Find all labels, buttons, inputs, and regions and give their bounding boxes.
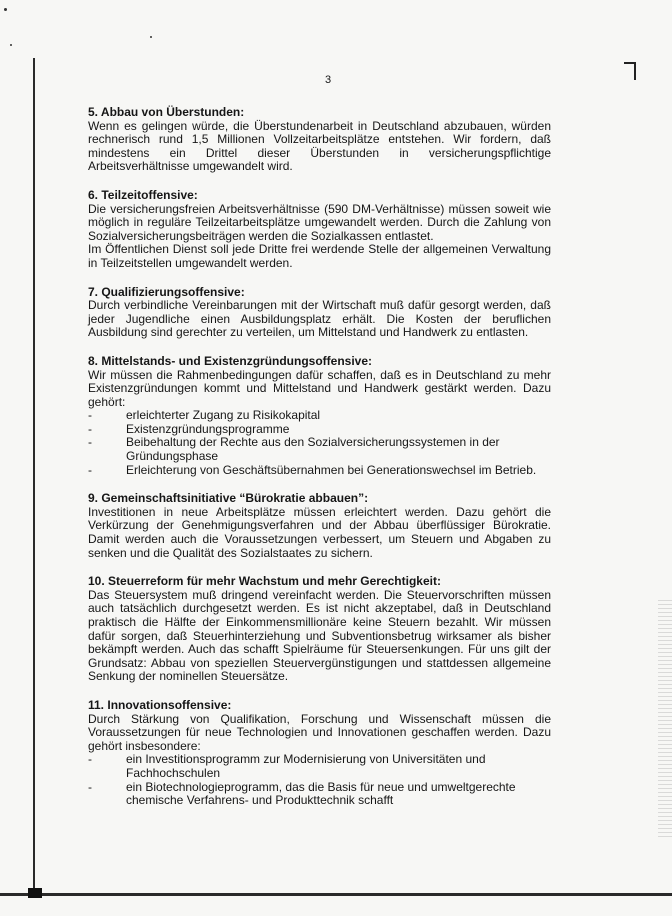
section-heading: 5. Abbau von Überstunden:: [88, 105, 245, 119]
bullet-list: [88, 409, 551, 477]
section-heading: 6. Teilzeitoffensive:: [88, 187, 198, 202]
section-9: [88, 492, 551, 560]
bullet-text: Erleichterung von Geschäftsübernahmen bei Generationswechsel im Betrieb.: [126, 462, 537, 477]
scan-page-edge-bottom: [0, 893, 672, 896]
section-heading: 7. Qualifizierungsoffensive:: [88, 284, 245, 299]
bullet-text: ein Investitionsprogramm zur Modernisierung von Universitäten und Fachhochschulen: [126, 752, 486, 780]
bullet-text: Existenzgründungsprogramme: [126, 421, 290, 436]
section-paragraph: Wir müssen die Rahmenbedingungen dafür schaffen, daß es in Deutschland zu mehr Existenzgründungen kommt und Mittelstand und Handwerk gestärkt werden. Dazu gehört:: [88, 367, 551, 409]
page-number: 3: [325, 74, 332, 86]
scan-page-edge-left: [33, 58, 35, 898]
scan-noise: [658, 600, 672, 840]
scan-speck: [150, 36, 152, 38]
section-paragraph: Im Öffentlichen Dienst soll jede Dritte frei werdende Stelle der allgemeinen Verwaltung in Teilzeitstellen umgewandelt werden.: [88, 242, 551, 270]
bullet-dash: -: [88, 752, 92, 767]
bullet-dash: -: [88, 421, 92, 436]
bullet-item: [88, 436, 551, 463]
bullet-item: [88, 753, 551, 780]
section-paragraph: Durch verbindliche Vereinbarungen mit der Wirtschaft muß dafür gesorgt werden, daß jeder Jugendliche einen Ausbildungsplatz erhält. Die Kosten der beruflichen Ausbildung sind gerechter zu verteilen, um Mittelstand und Handwerk zu entlasten.: [88, 298, 551, 340]
section-heading: 11. Innovationsoffensive:: [88, 697, 232, 712]
section-11: [88, 699, 551, 808]
bullet-text: erleichterter Zugang zu Risikokapital: [126, 408, 321, 423]
bullet-dash: -: [88, 779, 92, 794]
bullet-dash: -: [88, 462, 92, 477]
scan-corner-mark: [28, 888, 42, 898]
bullet-text: ein Biotechnologieprogramm, das die Basis für neue und umweltgerechte chemische Verfahrens- und Produkttechnik schafft: [126, 779, 516, 808]
section-5: [88, 106, 551, 174]
section-heading: 9. Gemeinschaftsinitiative “Bürokratie abbauen”:: [88, 491, 369, 506]
section-heading: 10. Steuerreform für mehr Wachstum und mehr Gerechtigkeit:: [88, 574, 441, 589]
section-paragraph: Das Steuersystem muß dringend vereinfacht werden. Die Steuervorschriften müssen auch tatsächlich durchgesetzt werden. Es ist nicht akzeptabel, daß in Deutschland praktisch die Hälfte der Einkommensmillionäre keine Steuern bezahlt. Wir müssen dafür sorgen, daß Steuerhinterziehung und Subventionsbetrug wirksamer als bisher bekämpft werden. Auch das schafft Spielräume für Steuersenkungen. Für uns gilt der Grundsatz: Abbau von speziellen Steuervergünstigungen und stattdessen allgemeine Senkung der nominellen Steuersätze.: [88, 587, 551, 684]
scan-corner-mark-top-right: [634, 62, 636, 80]
section-heading: 8. Mittelstands- und Existenzgründungsoffensive:: [88, 353, 373, 368]
bullet-item: [88, 781, 551, 808]
scan-speck: [10, 44, 12, 46]
section-10: [88, 575, 551, 684]
section-paragraph: Investitionen in neue Arbeitsplätze müssen erleichtert werden. Dazu gehört die Verkürzung der Genehmigungsverfahren und der Abbau überflüssiger Bürokratie. Damit werden auch die Voraussetzungen verbessert, um Steuern und Abgaben zu senken und die Qualität des Sozialstaates zu sichern.: [88, 504, 551, 560]
document-body: [88, 106, 551, 823]
bullet-text: Beibehaltung der Rechte aus den Sozialversicherungssystemen in der Gründungsphase: [126, 435, 500, 464]
section-7: [88, 286, 551, 340]
section-6: [88, 189, 551, 271]
bullet-item: [88, 423, 551, 437]
bullet-item: [88, 409, 551, 423]
bullet-item: [88, 464, 551, 478]
section-paragraph: Wenn es gelingen würde, die Überstundenarbeit in Deutschland abzubauen, würden rechnerisch rund 1,5 Millionen Vollzeitarbeitsplätze entstehen. Wir fordern, daß mindestens ein Drittel dieser Überstunden in versicherungspflichtige Arbeitsverhältnisse umgewandelt wird.: [88, 118, 551, 174]
section-paragraph: Die versicherungsfreien Arbeitsverhältnisse (590 DM-Verhältnisse) müssen soweit wie möglich in reguläre Teilzeitarbeitsplätze umgewandelt werden. Durch die Zahlung von Sozialversicherungsbeiträgen werden die Sozialkassen entlastet.: [88, 201, 551, 243]
bullet-dash: -: [88, 408, 92, 423]
section-8: [88, 355, 551, 477]
bullet-dash: -: [88, 435, 92, 450]
bullet-list: [88, 753, 551, 807]
section-paragraph: Durch Stärkung von Qualifikation, Forschung und Wissenschaft müssen die Voraussetzungen für neue Technologien und Innovationen geschaffen werden. Dazu gehört insbesondere:: [88, 711, 551, 753]
scan-speck: [4, 8, 7, 11]
